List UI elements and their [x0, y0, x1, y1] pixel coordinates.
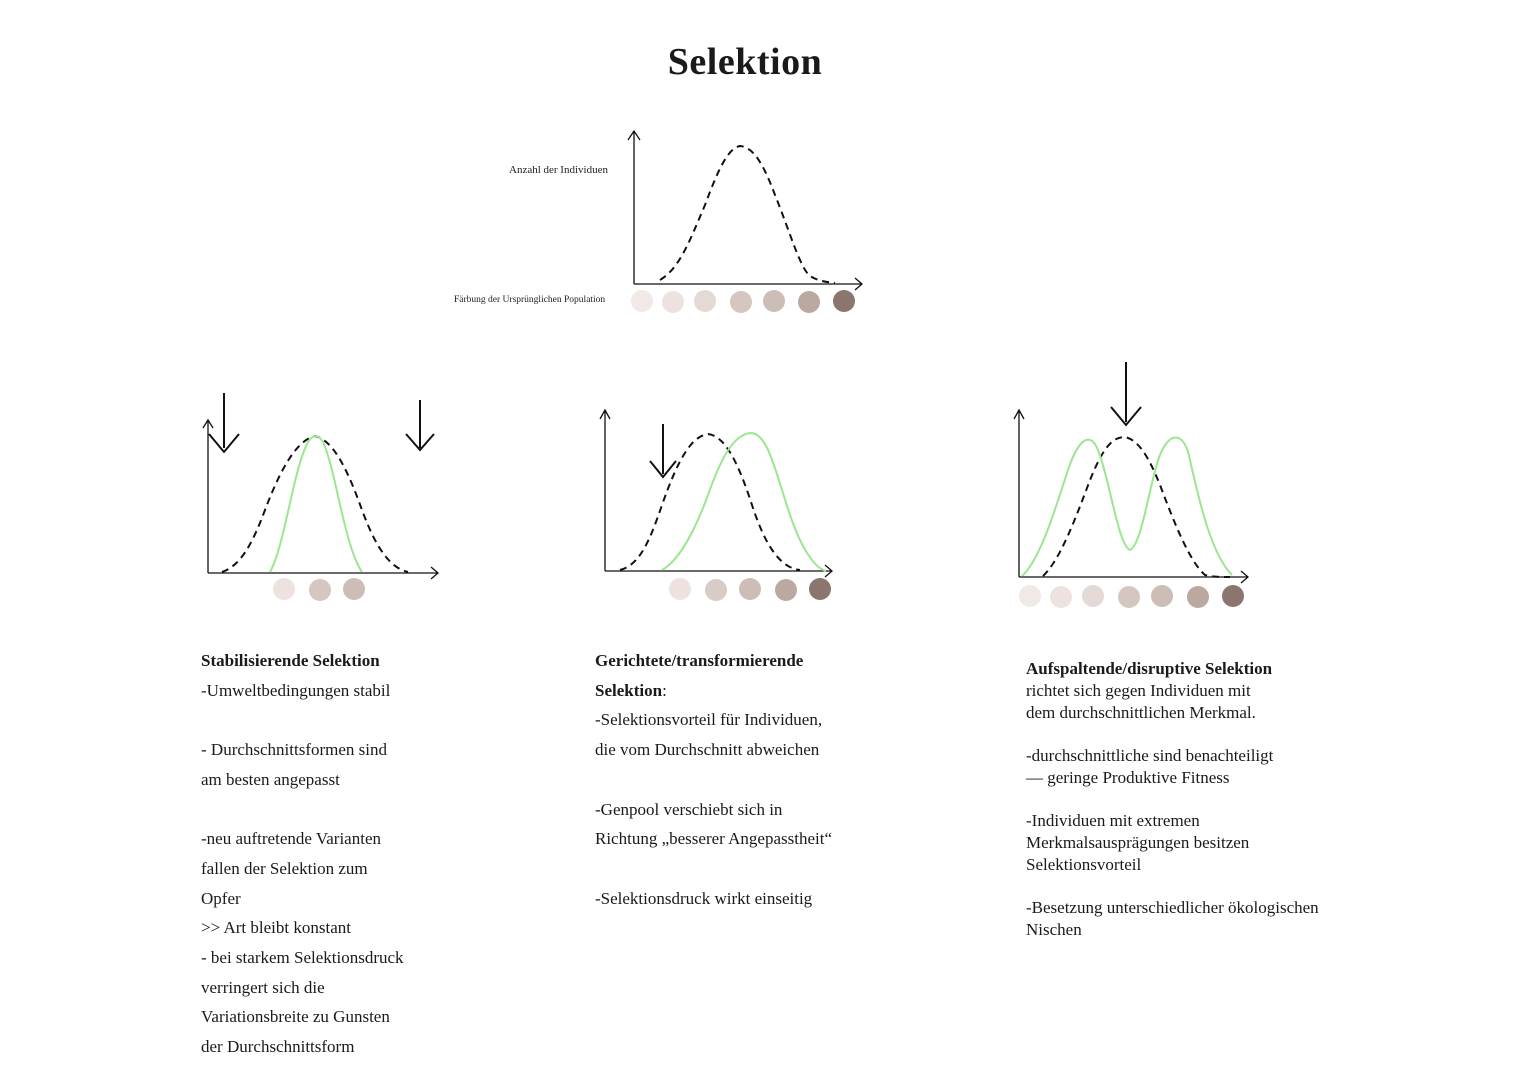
- spacer: [595, 854, 832, 884]
- directional-line: -Selektionsvorteil für Individuen,: [595, 710, 823, 730]
- disruptive-line: — geringe Produktive Fitness: [1026, 768, 1230, 787]
- directional-line: die vom Durchschnitt abweichen: [595, 740, 820, 760]
- color-dot: [309, 579, 331, 601]
- spacer: [201, 795, 404, 825]
- directional-heading-line2: [595, 676, 832, 706]
- color-dot: [739, 578, 761, 600]
- original-curve: [620, 434, 800, 570]
- directional-heading-bold: Selektion: [595, 680, 663, 700]
- color-dot: [833, 290, 855, 312]
- selection-arrow-right: [406, 400, 434, 450]
- directional-chart: [600, 410, 832, 577]
- selected-curve: [662, 433, 826, 571]
- stabilizing-color-dots: [273, 578, 365, 601]
- color-dot: [1050, 586, 1072, 608]
- stabilizing-chart: [203, 393, 438, 579]
- color-dot: [705, 579, 727, 601]
- population-chart: [628, 131, 862, 290]
- disruptive-text: [1026, 658, 1319, 941]
- color-dot: [763, 290, 785, 312]
- color-dot: [662, 291, 684, 313]
- disruptive-heading: Aufspaltende/disruptive Selektion: [1026, 659, 1273, 678]
- stabilizing-heading: Stabilisierende Selektion: [201, 651, 380, 670]
- disruptive-line: Nischen: [1026, 920, 1082, 939]
- stabilizing-line: fallen der Selektion zum: [201, 858, 368, 878]
- stabilizing-line: verringert sich die: [201, 977, 325, 997]
- selection-arrow-left: [209, 393, 239, 452]
- color-dot: [1082, 585, 1104, 607]
- population-curve: [660, 146, 835, 283]
- x-axis: [634, 278, 862, 290]
- color-dot: [798, 291, 820, 313]
- selection-arrow: [1111, 362, 1141, 425]
- stabilizing-line: der Durchschnittsform: [201, 1037, 355, 1057]
- selection-arrow: [650, 424, 676, 477]
- stabilizing-line: am besten angepasst: [201, 769, 340, 789]
- color-dot: [1151, 585, 1173, 607]
- color-dot: [343, 578, 365, 600]
- color-dot: [730, 291, 752, 313]
- stabilizing-line: >> Art bleibt konstant: [201, 918, 351, 938]
- disruptive-line: Selektionsvorteil: [1026, 855, 1142, 874]
- directional-heading-line1: Gerichtete/transformierende: [595, 651, 804, 670]
- directional-line: -Genpool verschiebt sich in: [595, 799, 783, 819]
- directional-line: -Selektionsdruck wirkt einseitig: [595, 888, 813, 908]
- directional-text: [595, 646, 832, 913]
- color-dot: [273, 578, 295, 600]
- color-dot: [694, 290, 716, 312]
- color-dot: [809, 578, 831, 600]
- color-dot: [1019, 585, 1041, 607]
- color-dot: [1187, 586, 1209, 608]
- selected-curve: [1022, 438, 1232, 576]
- page-title: Selektion: [667, 41, 823, 83]
- spacer: [201, 705, 404, 735]
- y-axis: [628, 131, 640, 284]
- disruptive-line: Merkmalsausprägungen besitzen: [1026, 833, 1250, 852]
- stabilizing-line: -neu auftretende Varianten: [201, 829, 381, 849]
- population-color-dots: [631, 290, 855, 313]
- y-axis: [203, 420, 213, 573]
- x-axis-label: Färbung der Ursprünglichen Population: [454, 295, 606, 305]
- y-axis: [1014, 410, 1024, 577]
- disruptive-line: -durchschnittliche sind benachteiligt: [1026, 746, 1274, 765]
- stabilizing-line: - Durchschnittsformen sind: [201, 740, 388, 760]
- stabilizing-line: Variationsbreite zu Gunsten: [201, 1007, 390, 1027]
- disruptive-chart: [1014, 362, 1248, 583]
- color-dot: [775, 579, 797, 601]
- stabilizing-line: -Umweltbedingungen stabil: [201, 680, 391, 700]
- x-axis: [208, 567, 438, 579]
- spacer: [595, 765, 832, 795]
- directional-line: Richtung „besserer Angepasstheit“: [595, 829, 832, 849]
- stabilizing-line: Opfer: [201, 888, 241, 908]
- color-dot: [631, 290, 653, 312]
- x-axis: [605, 565, 832, 577]
- disruptive-color-dots: [1019, 585, 1244, 608]
- stabilizing-line: - bei starkem Selektionsdruck: [201, 948, 404, 967]
- color-dot: [1118, 586, 1140, 608]
- directional-color-dots: [669, 578, 831, 601]
- disruptive-line: -Individuen mit extremen: [1026, 811, 1200, 830]
- disruptive-line: dem durchschnittlichen Merkmal.: [1026, 703, 1256, 722]
- directional-heading-rest: :: [662, 680, 667, 700]
- original-curve: [222, 436, 408, 572]
- spacer: [1026, 724, 1319, 745]
- y-axis-label: Anzahl der Individuen: [509, 164, 608, 176]
- spacer: [1026, 789, 1319, 810]
- y-axis: [600, 410, 610, 571]
- color-dot: [1222, 585, 1244, 607]
- disruptive-line: richtet sich gegen Individuen mit: [1026, 681, 1251, 700]
- selected-curve: [270, 436, 362, 572]
- stabilizing-text: [201, 646, 404, 1062]
- disruptive-line: -Besetzung unterschiedlicher ökologischen: [1026, 898, 1319, 917]
- color-dot: [669, 578, 691, 600]
- spacer: [1026, 876, 1319, 897]
